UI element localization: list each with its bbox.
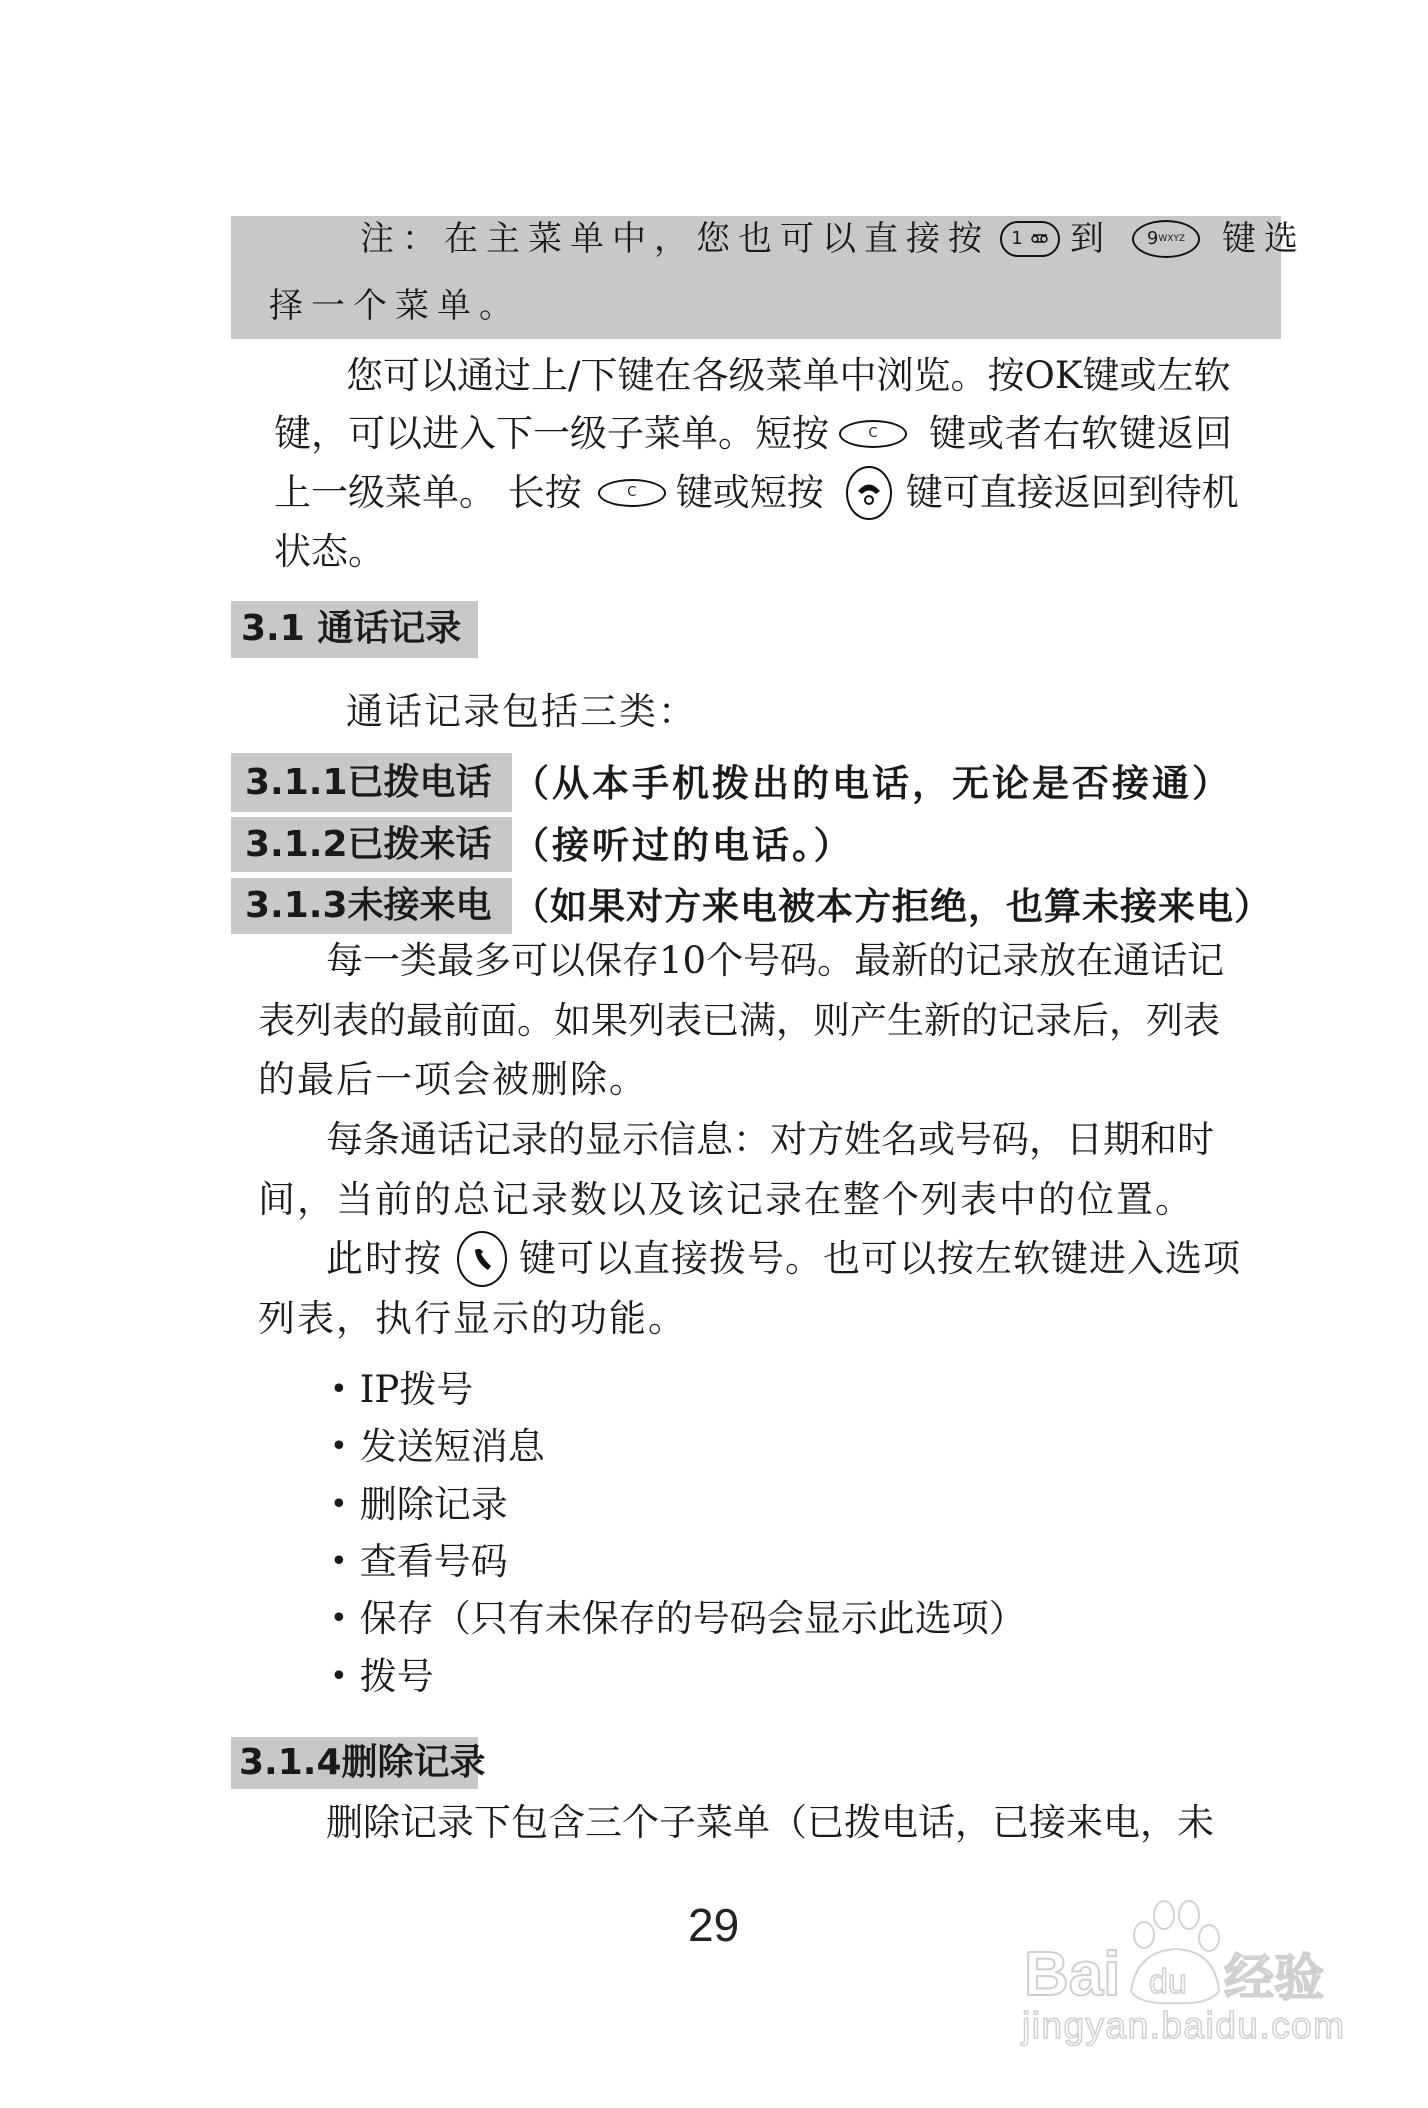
subheading-label: 3.1.4删除记录 xyxy=(239,1742,486,1783)
option-item xyxy=(330,1536,508,1588)
para-text: 此时按 xyxy=(326,1237,443,1280)
note-box xyxy=(231,216,1306,339)
subheading-desc: （接听过的电话。） xyxy=(512,823,854,867)
intro-line-1: 您可以通过上/下键在各级菜单中浏览。按OK键或左软 xyxy=(346,354,1231,397)
svg-text:du: du xyxy=(1149,1963,1187,2001)
intro-line-2 xyxy=(274,408,1266,460)
para-line: 删除记录下包含三个子菜单（已拨电话，已接来电，未 xyxy=(326,1801,1214,1844)
page-number: 29 xyxy=(688,1899,740,1951)
subheading-label: 3.1.2已拨来话 xyxy=(245,824,492,865)
key-1-voicemail-icon: 1 xyxy=(1000,221,1060,257)
option-label: 查看号码 xyxy=(359,1540,508,1583)
call-key-icon xyxy=(457,1231,507,1287)
para-text: 键可以直接拨号。也可以按左软键进入选项 xyxy=(519,1237,1241,1280)
section-intro: 通话记录包括三类： xyxy=(346,690,697,733)
intro-text: 键，可以进入下一级子菜单。短按 xyxy=(274,412,829,455)
bullet-icon: • xyxy=(330,1487,348,1522)
option-item xyxy=(330,1651,434,1703)
option-item xyxy=(330,1479,508,1531)
para-line: 每一类最多可以保存10个号码。最新的记录放在通话记 xyxy=(326,939,1225,982)
subheading-desc: （如果对方来电被本方拒绝，也算未接来电） xyxy=(512,884,1272,928)
subheading-3-1-2 xyxy=(231,817,512,872)
para-line: 的最后一项会被删除。 xyxy=(258,1058,648,1101)
subheading-3-1-3 xyxy=(231,878,512,934)
intro-line-3 xyxy=(274,467,1266,519)
svg-text:jingyan.baidu.com: jingyan.baidu.com xyxy=(1022,2005,1344,2046)
intro-text: 上一级菜单。 长按 xyxy=(274,471,582,514)
para-line: 每条通话记录的显示信息：对方姓名或号码，日期和时 xyxy=(326,1118,1214,1161)
note-text-c: 键选 xyxy=(1222,219,1306,259)
subheading-label: 3.1.1已拨电话 xyxy=(245,762,492,803)
option-label: 保存（只有未保存的号码会显示此选项） xyxy=(359,1597,1026,1640)
intro-text: 键可直接返回到待机 xyxy=(905,471,1239,514)
para-line: 列表，执行显示的功能。 xyxy=(258,1297,687,1340)
end-call-key-icon xyxy=(846,466,892,520)
subheading-desc: （从本手机拨出的电话，无论是否接通） xyxy=(512,761,1232,805)
option-label: 拨号 xyxy=(359,1655,434,1698)
intro-line-4: 状态。 xyxy=(274,530,385,573)
bullet-icon: • xyxy=(330,1601,348,1636)
para-line xyxy=(326,1233,1272,1285)
option-label: 删除记录 xyxy=(359,1483,508,1526)
svg-text:Bai: Bai xyxy=(1024,1940,1121,2009)
section-heading-3-1 xyxy=(231,601,478,658)
note-text-a: 注：在主菜单中，您也可以直接按 xyxy=(360,219,990,259)
intro-text: 键或短按 xyxy=(675,471,824,514)
intro-text: 键或者右软键返回 xyxy=(929,412,1233,455)
bullet-icon: • xyxy=(330,1544,348,1579)
baidu-jingyan-watermark-logo xyxy=(1019,1893,1349,2048)
option-label: IP拨号 xyxy=(359,1368,474,1411)
c-key-icon: C xyxy=(598,479,666,507)
note-line-1 xyxy=(360,213,1306,265)
key-9-icon: 9 WXYZ xyxy=(1132,220,1200,258)
bullet-icon: • xyxy=(330,1659,348,1694)
option-item xyxy=(330,1593,1026,1645)
subheading-3-1-1 xyxy=(231,753,512,812)
para-line: 表列表的最前面。如果列表已满，则产生新的记录后，列表 xyxy=(258,999,1220,1042)
bullet-icon: • xyxy=(330,1372,348,1407)
svg-text:经验: 经验 xyxy=(1224,1949,1324,2007)
para-line: 间，当前的总记录数以及该记录在整个列表中的位置。 xyxy=(258,1178,1194,1221)
subheading-3-1-4 xyxy=(231,1737,486,1789)
option-item xyxy=(330,1364,473,1416)
bullet-icon: • xyxy=(330,1429,348,1464)
option-label: 发送短消息 xyxy=(359,1425,545,1468)
section-heading-text: 3.1 通话记录 xyxy=(241,608,462,649)
note-text-b: 到 xyxy=(1070,219,1112,259)
c-key-icon: C xyxy=(839,420,907,448)
note-line-2: 择一个菜单。 xyxy=(269,286,521,326)
option-item xyxy=(330,1421,545,1473)
subheading-label: 3.1.3未接来电 xyxy=(245,885,492,926)
